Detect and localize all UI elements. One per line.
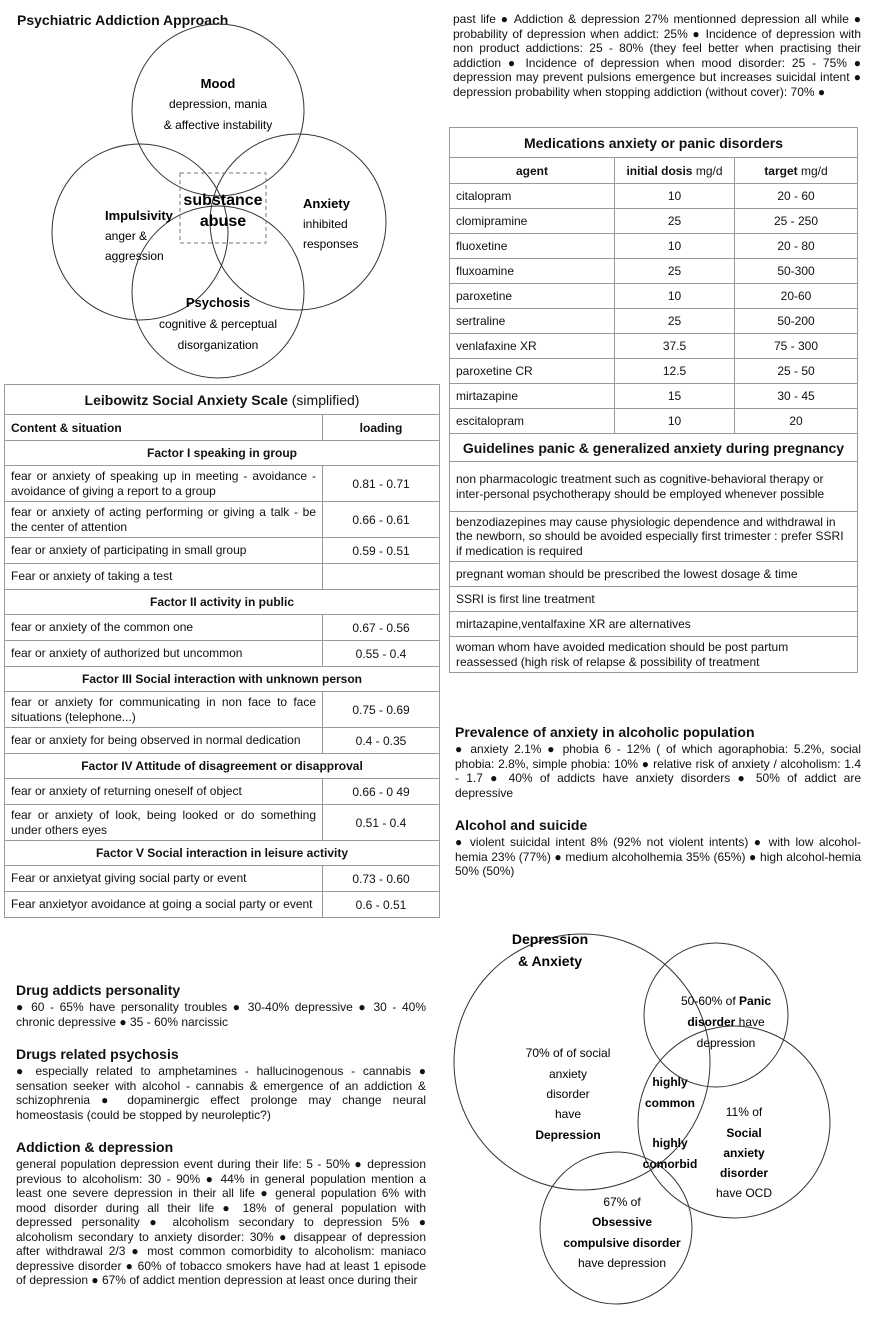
factor-row: [5, 590, 440, 615]
lsas-item-text: Fear or anxiety of taking a test: [5, 564, 323, 590]
medication-agent: fluxoamine: [450, 259, 615, 284]
section-addiction-depression: [16, 1139, 426, 1288]
mood-title: Mood: [200, 76, 236, 91]
medication-target: 20 - 60: [735, 184, 858, 209]
guideline-row: [450, 587, 858, 612]
factor-row: [5, 441, 440, 466]
impulsivity-line2: aggression: [105, 249, 164, 263]
medication-row: [450, 209, 858, 234]
medication-initial: 37.5: [615, 334, 735, 359]
panic-line2: disorder have: [687, 1015, 765, 1029]
medication-initial: 10: [615, 184, 735, 209]
medication-row: [450, 409, 858, 434]
social-line2: anxiety: [548, 1067, 588, 1081]
lsas-title: Leibowitz Social Anxiety Scale: [84, 391, 288, 408]
ocd-social-line5: have OCD: [715, 1186, 773, 1200]
lsas-item-loading: 0.73 - 0.60: [323, 866, 440, 892]
lsas-item-row: [5, 641, 440, 667]
lsas-item-loading: 0.81 - 0.71: [323, 466, 440, 502]
factor-heading: Factor III Social interaction with unknown person: [5, 667, 440, 692]
section-drug-personality: [16, 982, 426, 1029]
medication-agent: mirtazapine: [450, 384, 615, 409]
venn2-title2: & Anxiety: [517, 953, 583, 969]
lsas-item-loading: [323, 564, 440, 590]
lsas-item-loading: 0.55 - 0.4: [323, 641, 440, 667]
lsas-item-text: fear or anxiety for being observed in normal dedication: [5, 728, 323, 754]
lsas-item-row: [5, 892, 440, 918]
medication-agent: sertraline: [450, 309, 615, 334]
medications-table: [449, 127, 858, 673]
medication-row: [450, 309, 858, 334]
venn2-title1: Depression: [511, 931, 589, 947]
medication-target: 50-300: [735, 259, 858, 284]
center-line1: substance: [183, 192, 263, 209]
anxiety-line1: inhibited: [303, 217, 348, 231]
ocd-social-line4: disorder: [719, 1166, 769, 1180]
meds-col-initial: initial dosis mg/d: [615, 158, 735, 184]
medications-title: Medications anxiety or panic disorders: [450, 128, 858, 158]
medication-initial: 25: [615, 209, 735, 234]
medication-row: [450, 259, 858, 284]
lsas-item-text: fear or anxiety for communicating in non face to face situations (telephone...): [5, 692, 323, 728]
social-anxiety-circle: [454, 934, 710, 1190]
medication-agent: fluoxetine: [450, 234, 615, 259]
mood-line2: & affective instability: [163, 118, 273, 132]
panic-line3: depression: [696, 1036, 756, 1050]
guideline-text: mirtazapine,ventalfaxine XR are alternatives: [450, 612, 858, 637]
medication-target: 25 - 250: [735, 209, 858, 234]
medication-agent: venlafaxine XR: [450, 334, 615, 359]
ocd-line2: Obsessive: [591, 1215, 653, 1229]
medication-initial: 15: [615, 384, 735, 409]
guideline-text: non pharmacologic treatment such as cognitive-behavioral therapy or inter-personal psychotherapy should be employed whenever possible: [450, 462, 858, 512]
impulsivity-line1: anger &: [105, 229, 148, 243]
section-alcohol-anxiety: [455, 724, 861, 800]
psychosis-line2: disorganization: [177, 338, 259, 352]
left-sections: [16, 982, 426, 1288]
meds-col-agent: agent: [450, 158, 615, 184]
lsas-item-row: [5, 564, 440, 590]
ocd-line4: have depression: [577, 1256, 667, 1270]
medication-initial: 25: [615, 309, 735, 334]
highly-comorbid-1: highly: [652, 1136, 688, 1150]
lsas-item-text: Fear or anxietyat giving social party or event: [5, 866, 323, 892]
medication-target: 25 - 50: [735, 359, 858, 384]
lsas-item-loading: 0.67 - 0.56: [323, 615, 440, 641]
guideline-text: pregnant woman should be prescribed the lowest dosage & time: [450, 562, 858, 587]
guideline-row: [450, 637, 858, 673]
lsas-item-row: [5, 538, 440, 564]
social-line5: Depression: [535, 1128, 601, 1142]
medication-row: [450, 184, 858, 209]
ocd-line3: compulsive disorder: [563, 1236, 681, 1250]
mood-line1: depression, mania: [168, 97, 268, 111]
lsas-item-loading: 0.75 - 0.69: [323, 692, 440, 728]
medication-initial: 10: [615, 409, 735, 434]
factor-row: [5, 754, 440, 779]
lsas-item-text: fear or anxiety of look, being looked or do something under others eyes: [5, 805, 323, 841]
guideline-text: SSRI is first line treatment: [450, 587, 858, 612]
panic-line1: 50-60% of Panic: [680, 994, 772, 1008]
lsas-item-loading: 0.59 - 0.51: [323, 538, 440, 564]
section-body: ● 60 - 65% have personality troubles ● 30-40% depressive ● 30 - 40% chronic depressive ● 35 - 60% narcissic: [16, 1000, 426, 1029]
medication-row: [450, 284, 858, 309]
section-heading: Drug addicts personality: [16, 982, 181, 998]
medication-initial: 10: [615, 234, 735, 259]
lsas-item-row: [5, 692, 440, 728]
guidelines-title: Guidelines panic & generalized anxiety during pregnancy: [450, 434, 858, 462]
impulsivity-title: Impulsivity: [105, 208, 173, 223]
medication-target: 30 - 45: [735, 384, 858, 409]
guideline-text: woman whom have avoided medication should be post partum reassessed (high risk of relapse & possibility of treatment: [450, 637, 858, 673]
lsas-item-loading: 0.66 - 0 49: [323, 779, 440, 805]
psychosis-circle: [132, 206, 304, 378]
section-heading: Addiction & depression: [16, 1139, 174, 1155]
section-alcohol-suicide: [455, 817, 861, 879]
lsas-item-text: fear or anxiety of returning oneself of object: [5, 779, 323, 805]
medication-target: 75 - 300: [735, 334, 858, 359]
factor-heading: Factor V Social interaction in leisure activity: [5, 841, 440, 866]
section-body: general population depression event during their life: 5 - 50% ● depression previous to alcoholism: 30 - 90% ● 44% in general population mention a least one severe depression in their all life ● general population 6% with mood disorder during all their life ● 18% of general population with depressed personality ● alcoholism secondary to depression 5% ● alcoholism secondary to anxiety disorder: 30% ● disappear of depression after withdrawal 2/3 ● most common comorbidity to alcoholism: maniaco depressive disorder ● 60% of tobacco smokers have had at least 1 episode of depression ● 67% of addict mention depression at least once during their: [16, 1157, 426, 1287]
lsas-item-row: [5, 728, 440, 754]
lsas-title-cell: [5, 385, 440, 415]
factor-heading: Factor I speaking in group: [5, 441, 440, 466]
medication-target: 20-60: [735, 284, 858, 309]
ocd-line1: 67% of: [603, 1195, 641, 1209]
lsas-table: [4, 384, 440, 918]
meds-col-target: target mg/d: [735, 158, 858, 184]
guideline-text: benzodiazepines may cause physiologic dependence and withdrawal in the newborn, so should be avoided especially first trimester : prefer SSRI if medication is required: [450, 512, 858, 562]
medication-agent: paroxetine: [450, 284, 615, 309]
medication-agent: paroxetine CR: [450, 359, 615, 384]
lsas-item-loading: 0.6 - 0.51: [323, 892, 440, 918]
medication-target: 20: [735, 409, 858, 434]
medication-agent: clomipramine: [450, 209, 615, 234]
lsas-item-loading: 0.66 - 0.61: [323, 502, 440, 538]
lsas-item-text: Fear anxietyor avoidance at going a social party or event: [5, 892, 323, 918]
lsas-item-text: fear or anxiety of the common one: [5, 615, 323, 641]
anxiety-line2: responses: [303, 237, 359, 251]
anxiety-title: Anxiety: [303, 196, 350, 211]
social-line4: have: [554, 1107, 582, 1121]
medication-row: [450, 334, 858, 359]
lsas-item-text: fear or anxiety of speaking up in meeting - avoidance - avoidance of giving a report to a group: [5, 466, 323, 502]
highly-common-2: common: [644, 1096, 696, 1110]
medication-target: 20 - 80: [735, 234, 858, 259]
section-drug-psychosis: [16, 1046, 426, 1122]
social-line1: 70% of of social: [525, 1046, 611, 1060]
section-body: ● anxiety 2.1% ● phobia 6 - 12% ( of which agoraphobia: 5.2%, social phobia: 2.8%, simple phobia: 10% ● relative risk of anxiety / alcoholism: 1.4 - 1.7 ● 40% of addicts have anxiety disorders ● 50% of addict are depressive: [455, 742, 861, 800]
section-heading: Prevalence of anxiety in alcoholic population: [455, 724, 755, 740]
psychosis-line1: cognitive & perceptual: [158, 317, 278, 331]
lsas-item-text: fear or anxiety of participating in small group: [5, 538, 323, 564]
lsas-item-row: [5, 615, 440, 641]
factor-heading: Factor IV Attitude of disagreement or disapproval: [5, 754, 440, 779]
section-heading: Drugs related psychosis: [16, 1046, 179, 1062]
factor-heading: Factor II activity in public: [5, 590, 440, 615]
highly-common-1: highly: [652, 1075, 688, 1089]
social-line3: disorder: [546, 1087, 590, 1101]
section-body: ● violent suicidal intent 8% (92% not violent intents) ● with low alcohol-hemia 23% (77%) ● medium alcoholhemia 35% (65%) ● high alcohol-hemia 50% (50%): [455, 835, 861, 878]
medication-target: 50-200: [735, 309, 858, 334]
lsas-item-row: [5, 502, 440, 538]
lsas-item-row: [5, 805, 440, 841]
medication-row: [450, 234, 858, 259]
section-body: ● especially related to amphetamines - hallucinogenous - cannabis ● sensation seeker with alcohol - cannabis & emergence of an addiction & schizophrenia ● dopaminergic effect prolonge may change neural homeostasis (could be stopped by neuroleptic?): [16, 1064, 426, 1122]
ocd-social-line1: 11% of: [725, 1105, 763, 1119]
guideline-row: [450, 612, 858, 637]
ocd-social-line3: anxiety: [723, 1146, 765, 1160]
guideline-row: [450, 512, 858, 562]
top-right-paragraph: past life ● Addiction & depression 27% mentionned depression all while ● probability of depression when addict: 25% ● Incidence of depression with non product addictions: 25 - 80% (they feel better when practising their addiction ● Incidence of depression when mood disorder: 25 - 75% ● depression may prevent pulsions emergence but increases suicidal intent ● depression probability when stopping addiction (without cover): 70% ●: [453, 12, 861, 99]
center-line2: abuse: [199, 213, 247, 230]
factor-row: [5, 841, 440, 866]
psychiatric-venn-diagram: [0, 0, 440, 380]
lsas-item-row: [5, 779, 440, 805]
medication-initial: 12.5: [615, 359, 735, 384]
medication-agent: citalopram: [450, 184, 615, 209]
lsas-item-loading: 0.51 - 0.4: [323, 805, 440, 841]
factor-row: [5, 667, 440, 692]
medication-initial: 25: [615, 259, 735, 284]
medication-row: [450, 359, 858, 384]
right-sections: [455, 724, 861, 879]
venn1-title: Psychiatric Addiction Approach: [17, 12, 229, 28]
lsas-item-text: fear or anxiety of authorized but uncommon: [5, 641, 323, 667]
lsas-col-loading: loading: [323, 415, 440, 441]
ocd-social-line2: Social: [726, 1126, 762, 1140]
medication-row: [450, 384, 858, 409]
medication-agent: escitalopram: [450, 409, 615, 434]
highly-comorbid-2: comorbid: [642, 1157, 698, 1171]
psychosis-title: Psychosis: [185, 295, 251, 310]
lsas-item-text: fear or anxiety of acting performing or giving a talk - be the center of attention: [5, 502, 323, 538]
lsas-col-content: Content & situation: [5, 415, 323, 441]
depression-anxiety-venn: [440, 920, 871, 1319]
lsas-item-loading: 0.4 - 0.35: [323, 728, 440, 754]
guideline-row: [450, 462, 858, 512]
lsas-title-suffix: (simplified): [291, 391, 360, 408]
section-heading: Alcohol and suicide: [455, 817, 588, 833]
guideline-row: [450, 562, 858, 587]
medication-initial: 10: [615, 284, 735, 309]
lsas-item-row: [5, 866, 440, 892]
lsas-item-row: [5, 466, 440, 502]
